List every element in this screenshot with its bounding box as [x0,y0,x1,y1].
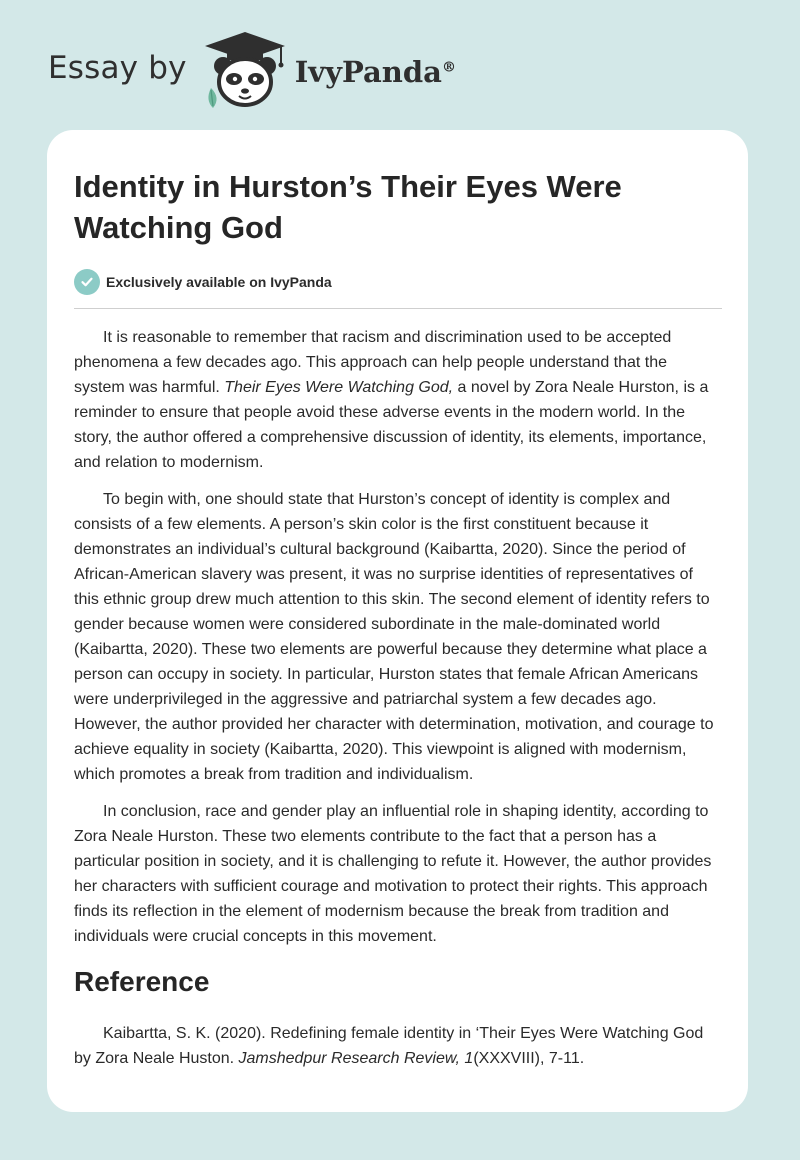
reference-entry [74,1021,722,1071]
paragraph-text: In conclusion, race and gender play an influential role in shaping identity, according to Zora Neale Hurston. These two elements contribute to the fact that a person has a particular position in society, and it is challenging to refute it. However, the author provides her characters with sufficient courage and motivation to protect their rights. This approach finds its reflection in the element of modernism because the break from tradition and individuals were crucial concepts in this movement. [74,803,712,945]
checkmark-icon [80,275,94,289]
registered-mark: ® [441,59,456,76]
reference-text: Kaibartta, S. K. (2020). Redefining female identity in ‘Their Eyes Were Watching God by Zora Neale Huston. [74,1025,704,1067]
title-divider [74,308,722,309]
paragraph-intro [74,325,722,475]
brand-name-text: IvyPanda [294,55,442,89]
journal-title-italic: Jamshedpur Research Review, 1 [238,1050,474,1067]
panda-graduate-logo-icon [201,30,289,110]
brand-header [48,30,456,110]
reference-heading: Reference [74,966,210,997]
essay-body [74,325,722,949]
exclusive-badge [74,269,722,295]
paragraph-conclusion [74,799,722,949]
brand-name [295,55,456,89]
brand-prefix: Essay by [48,50,187,86]
paragraph-body [74,487,722,787]
exclusive-badge-label: Exclusively available on IvyPanda [106,274,332,290]
essay-title: Identity in Hurston’s Their Eyes Were Watching God [74,169,622,245]
paragraph-text: To begin with, one should state that Hurston’s concept of identity is complex and consists of a few elements. A person’s skin color is the first constituent because it demonstrates an individual’s cultural background (Kaibartta, 2020). Since the period of African-American slavery was present, it was no surprise identities of representatives of this ethnic group drew much attention to this skin. The second element of identity refers to gender because women were considered subordinate in the male-dominated world (Kaibartta, 2020). These two elements are powerful because they determine what place a person can occupy in society. In particular, Hurston states that female African Americans were underprivileged in the aggressive and patriarchal system a few decades ago. However, the author provided her character with determination, motivation, and courage to achieve equality in society (Kaibartta, 2020). This viewpoint is aligned with modernism, which promotes a break from tradition and individualism. [74,491,714,783]
book-title-italic: Their Eyes Were Watching God, [224,379,454,396]
essay-card [47,130,748,1112]
reference-text: (XXXVIII), 7-11. [473,1050,585,1067]
paragraph-text: a novel by Zora Neale Hurston, is a reminder to ensure that people avoid these adverse events in the modern world. In the story, the author offered a comprehensive discussion of identity, its elements, importance, and relation to modernism. [74,379,709,471]
check-circle-icon [74,269,100,295]
paragraph-text: It is reasonable to remember that racism and discrimination used to be accepted phenomena a few decades ago. This approach can help people understand that the system was harmful. [74,329,672,396]
